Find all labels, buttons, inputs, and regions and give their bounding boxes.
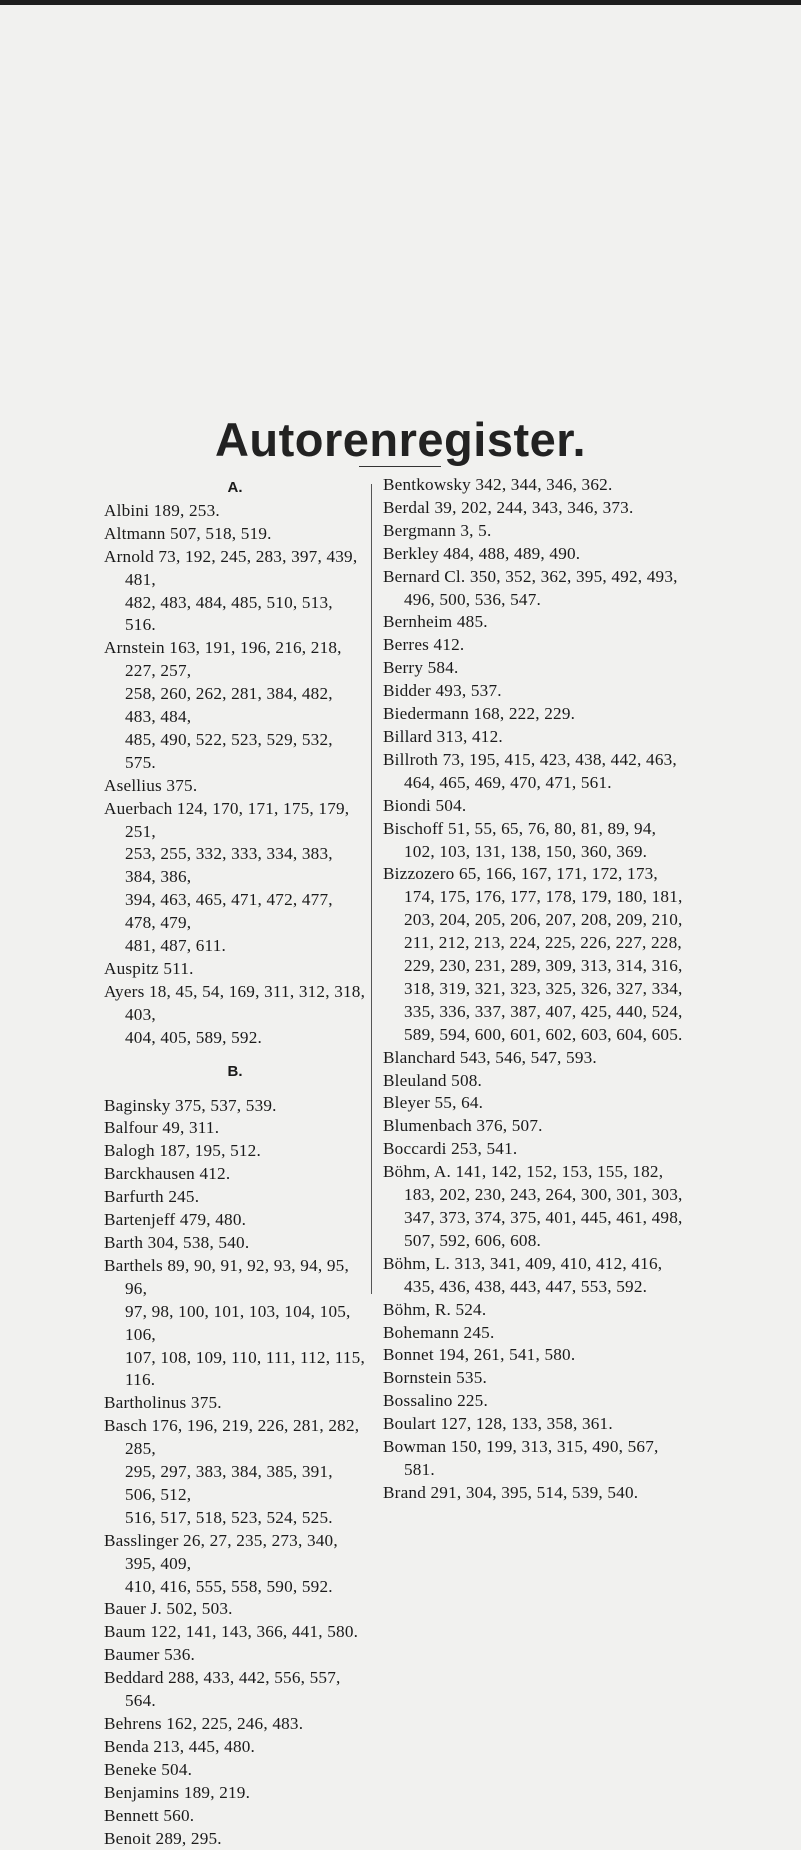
index-entry: Basslinger 26, 27, 235, 273, 340, 395, 409, 410, 416, 555, 558, 590, 592.: [104, 1530, 338, 1596]
section-a-entries: [104, 500, 366, 1050]
index-entry: Bentkowsky 342, 344, 346, 362.: [383, 475, 613, 494]
index-entry: Benjamins 189, 219.: [104, 1782, 251, 1802]
index-entry: Arnstein 163, 191, 196, 216, 218, 227, 257, 258, 260, 262, 281, 384, 482, 483, 484, 485, 490, 522, 523, 529, 532, 575.: [104, 638, 342, 772]
index-entry: Biedermann 168, 222, 229.: [383, 704, 576, 724]
index-entry: Berry 584.: [383, 658, 459, 678]
index-entry: Bizzozero 65, 166, 167, 171, 172, 173, 174, 175, 176, 177, 178, 179, 180, 181, 203, 204, 205, 206, 207, 208, 209, 210, 211, 212, 213, 224, 225, 226, 227, 228, 229, 230, 231, 289, 309, 313, 314, 316, 318, 319, 321, 323, 325, 326, 327, 334, 335, 336, 337, 387, 407, 425, 440, 524, 589, 594, 600, 601, 602, 603, 604, 605.: [383, 864, 683, 1044]
index-entry: Bergmann 3, 5.: [383, 520, 492, 540]
index-entry: Bidder 493, 537.: [383, 681, 502, 701]
index-entry: Blumenbach 376, 507.: [383, 1116, 543, 1136]
index-entry: Arnold 73, 192, 245, 283, 397, 439, 481, 482, 483, 484, 485, 510, 513, 516.: [104, 546, 358, 635]
index-entry: Bartholinus 375.: [104, 1393, 222, 1413]
index-entry: Boccardi 253, 541.: [383, 1139, 518, 1159]
index-entry: Böhm, L. 313, 341, 409, 410, 412, 416, 435, 436, 438, 443, 447, 553, 592.: [383, 1253, 663, 1296]
index-entry: Beneke 504.: [104, 1759, 193, 1779]
page-title: Autorenregister.: [214, 413, 587, 466]
section-heading-a: A.: [227, 479, 243, 496]
index-entry: Berdal 39, 202, 244, 343, 346, 373.: [383, 497, 634, 517]
right-column: [383, 474, 683, 1505]
index-entry: Berres 412.: [383, 635, 465, 655]
index-entry: Bleyer 55, 64.: [383, 1093, 484, 1113]
index-entry: Baumer 536.: [104, 1645, 195, 1665]
index-entry: Berkley 484, 488, 489, 490.: [383, 543, 581, 563]
index-entry: Bohemann 245.: [383, 1322, 495, 1342]
title-rule: [359, 466, 441, 467]
index-entry: Baginsky 375, 537, 539.: [104, 1095, 277, 1115]
index-entry: Barfurth 245.: [104, 1187, 200, 1207]
index-entry: Asellius 375.: [104, 775, 198, 795]
index-entry: Bleuland 508.: [383, 1070, 483, 1090]
index-entry: Bonnet 194, 261, 541, 580.: [383, 1345, 576, 1365]
index-entry: Basch 176, 196, 219, 226, 281, 282, 285, 295, 297, 383, 384, 385, 391, 506, 512, 516, 517, 518, 523, 524, 525.: [104, 1416, 360, 1527]
index-entry: Balfour 49, 311.: [104, 1118, 220, 1138]
index-entry: Ayers 18, 45, 54, 169, 311, 312, 318, 403, 404, 405, 589, 592.: [104, 981, 366, 1047]
left-column: [104, 474, 366, 1850]
index-entry: Billard 313, 412.: [383, 726, 503, 746]
index-entry: Biondi 504.: [383, 795, 467, 815]
index-entry: Auspitz 511.: [104, 959, 194, 979]
index-entry: Balogh 187, 195, 512.: [104, 1141, 261, 1161]
index-entry: Bernard Cl. 350, 352, 362, 395, 492, 493, 496, 500, 536, 547.: [383, 566, 678, 609]
section-heading-b: B.: [227, 1062, 243, 1080]
index-entry: Boulart 127, 128, 133, 358, 361.: [383, 1414, 613, 1434]
index-entry: Behrens 162, 225, 246, 483.: [104, 1714, 304, 1733]
index-entry: Bowman 150, 199, 313, 315, 490, 567, 581.: [383, 1437, 659, 1479]
index-entry: Böhm, R. 524.: [383, 1299, 487, 1319]
index-entry: Albini 189, 253.: [104, 500, 220, 520]
index-entry: Böhm, A. 141, 142, 152, 153, 155, 182, 183, 202, 230, 243, 264, 300, 301, 303, 347, 373, 374, 375, 401, 445, 461, 498, 507, 592, 606, 608.: [383, 1162, 683, 1250]
index-entry: Baum 122, 141, 143, 366, 441, 580.: [104, 1622, 359, 1642]
index-entry: Billroth 73, 195, 415, 423, 438, 442, 463, 464, 465, 469, 470, 471, 561.: [383, 749, 677, 792]
index-entry: Blanchard 543, 546, 547, 593.: [383, 1047, 597, 1067]
index-entry: Bauer J. 502, 503.: [104, 1599, 233, 1619]
page-top-edge: [0, 0, 801, 5]
column-divider: [371, 484, 372, 1294]
index-entry: Bartenjeff 479, 480.: [104, 1210, 247, 1230]
section-b-entries: [104, 1095, 366, 1850]
index-entry: Beddard 288, 433, 442, 556, 557, 564.: [104, 1668, 341, 1711]
index-entry: Barth 304, 538, 540.: [104, 1232, 250, 1252]
index-entry: Bennett 560.: [104, 1805, 195, 1825]
index-entry: Barthels 89, 90, 91, 92, 93, 94, 95, 96, 97, 98, 100, 101, 103, 104, 105, 106, 107, 108, 109, 110, 111, 112, 115, 116.: [104, 1255, 365, 1390]
index-entry: Bischoff 51, 55, 65, 76, 80, 81, 89, 94, 102, 103, 131, 138, 150, 360, 369.: [383, 818, 657, 861]
index-entry: Altmann 507, 518, 519.: [104, 523, 272, 543]
index-entry: Benoit 289, 295.: [104, 1828, 222, 1848]
index-entry: Barckhausen 412.: [104, 1164, 231, 1184]
index-entry: Brand 291, 304, 395, 514, 539, 540.: [383, 1482, 639, 1502]
index-entry: Bornstein 535.: [383, 1368, 488, 1388]
index-entry: Benda 213, 445, 480.: [104, 1736, 256, 1756]
index-entry: Bernheim 485.: [383, 612, 488, 632]
index-entry: Bossalino 225.: [383, 1391, 488, 1411]
index-entry: Auerbach 124, 170, 171, 175, 179, 251, 253, 255, 332, 333, 334, 383, 384, 386, 394, 463, 465, 471, 472, 477, 478, 479, 481, 487, 611.: [104, 798, 350, 956]
